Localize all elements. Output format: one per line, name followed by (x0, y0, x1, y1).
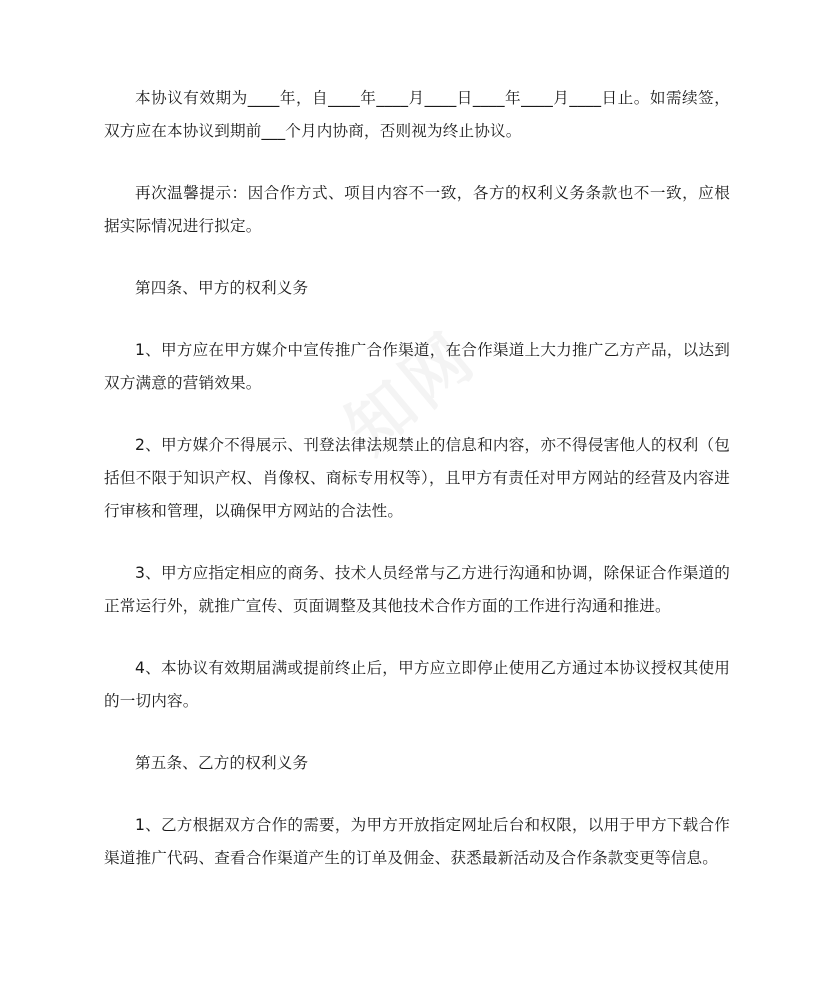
paragraph-reminder: 再次温馨提示：因合作方式、项目内容不一致，各方的权利义务条款也不一致，应根据实际情况进行拟定。 (104, 184, 730, 235)
document-body (104, 82, 730, 875)
paragraph-party-a-clause-2: 2、甲方媒介不得展示、刊登法律法规禁止的信息和内容，亦不得侵害他人的权利（包括但不限于知识产权、肖像权、商标专用权等），且甲方有责任对甲方网站的经营及内容进行审核和管理，以确保甲方网站的合法性。 (104, 436, 730, 520)
section-heading-article-5: 第五条、乙方的权利义务 (135, 754, 309, 772)
paragraph-validity-period: 本协议有效期为____年，自____年____月____日____年____月____日止。如需续签，双方应在本协议到期前___个月内协商，否则视为终止协议。 (104, 89, 730, 140)
section-heading-article-4: 第四条、甲方的权利义务 (135, 279, 309, 297)
paragraph-party-a-clause-3: 3、甲方应指定相应的商务、技术人员经常与乙方进行沟通和协调，除保证合作渠道的正常运行外，就推广宣传、页面调整及其他技术合作方面的工作进行沟通和推进。 (104, 564, 730, 615)
paragraph-party-a-clause-1: 1、甲方应在甲方媒介中宣传推广合作渠道，在合作渠道上大力推广乙方产品，以达到双方满意的营销效果。 (104, 341, 730, 392)
paragraph-party-b-clause-1: 1、乙方根据双方合作的需要，为甲方开放指定网址后台和权限，以用于甲方下载合作渠道推广代码、查看合作渠道产生的订单及佣金、获悉最新活动及合作条款变更等信息。 (104, 816, 730, 867)
paragraph-party-a-clause-4: 4、本协议有效期届满或提前终止后，甲方应立即停止使用乙方通过本协议授权其使用的一切内容。 (104, 659, 730, 710)
